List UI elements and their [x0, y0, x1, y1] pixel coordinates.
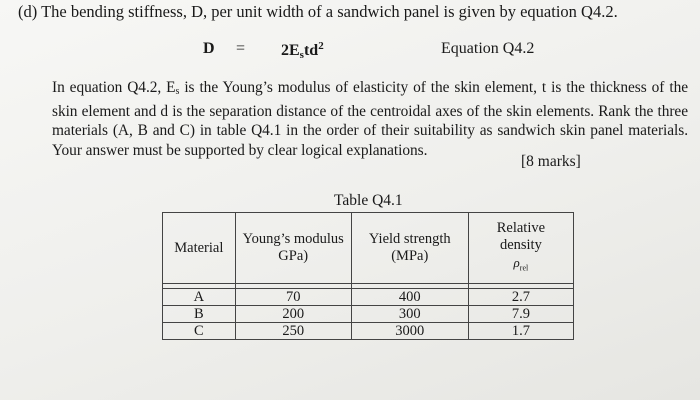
header-yield-line2: (MPa): [391, 248, 429, 264]
header-material: Material: [163, 213, 236, 284]
cell-material: A: [163, 289, 236, 306]
cell-youngs: 200: [235, 306, 351, 323]
cell-material: C: [163, 323, 236, 340]
cell-material: B: [163, 306, 236, 323]
question-heading: (d) The bending stiffness, D, per unit width of a sandwich panel is given by equation Q4.2.: [18, 2, 618, 21]
header-yield-line1: Yield strength: [368, 231, 451, 247]
table-row: [163, 289, 574, 306]
equation-rhs-sub: s: [299, 49, 304, 61]
paragraph-sub: s: [175, 86, 180, 97]
cell-yield: 300: [351, 306, 468, 323]
table-row: [163, 323, 574, 340]
cell-yield: 3000: [351, 323, 468, 340]
header-youngs-modulus: [235, 213, 351, 284]
equation-lhs: D: [203, 40, 215, 57]
header-relative-density: [468, 213, 573, 284]
equation-rhs-base: 2E: [281, 42, 300, 59]
equation-rhs-mid: td: [303, 42, 319, 59]
table-header-row: [163, 213, 574, 284]
paragraph-part1: In equation Q4.2, E: [52, 79, 176, 96]
cell-density: 1.7: [468, 323, 573, 340]
equation-rhs-sup: 2: [318, 40, 324, 52]
cell-youngs: 70: [235, 289, 351, 306]
density-rho: ρ: [513, 254, 520, 270]
cell-density: 7.9: [468, 306, 573, 323]
cell-youngs: 250: [235, 323, 351, 340]
cell-density: 2.7: [468, 289, 573, 306]
table-title: Table Q4.1: [334, 192, 403, 209]
header-youngs-line1: Young’s modulus: [242, 231, 344, 247]
question-paragraph: [52, 78, 688, 160]
table-row: [163, 306, 574, 323]
header-density-symbol: [469, 254, 573, 277]
materials-table: [162, 212, 574, 342]
equation-rhs: [281, 40, 324, 61]
header-yield-strength: [351, 213, 468, 284]
header-youngs-line2: GPa): [278, 248, 309, 264]
paragraph-part2: is the Young’s modulus of elasticity of the skin element, t is the thickness of the skin element and d is the separation distance of the centroidal axes of the skin elements. Rank the three materials (A, B and C) in table Q4.1 in the order of their suitability as sandwich skin panel materials. Your answer must be supported by clear logical explanations.: [52, 79, 688, 159]
density-rel: rel: [519, 263, 529, 273]
cell-yield: 400: [351, 289, 468, 306]
equation-operator: =: [236, 40, 246, 57]
equation-label: Equation Q4.2: [441, 40, 535, 57]
marks-label: [8 marks]: [521, 153, 581, 170]
header-density-line1: Relative: [496, 219, 546, 236]
header-density-line2: density: [499, 236, 542, 253]
